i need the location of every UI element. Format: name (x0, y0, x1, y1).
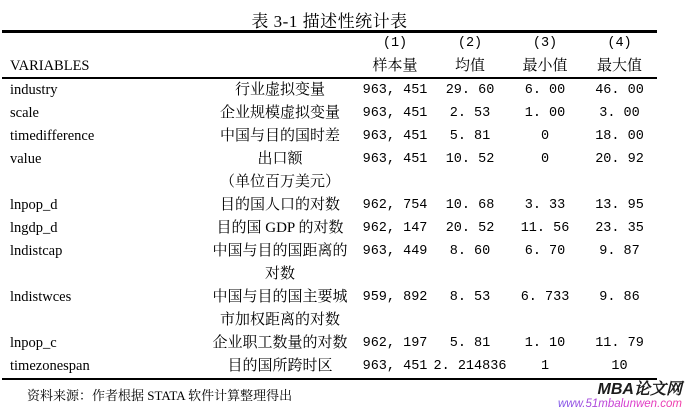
variable-description-line: 中国与目的国距离的 (212, 243, 348, 259)
variable-name: value (10, 151, 42, 167)
variable-description (152, 355, 358, 378)
min-cell: 6. 733 (520, 290, 570, 305)
variable-description-line: 市加权距离的对数 (219, 312, 340, 328)
min-cell: 1 (540, 359, 550, 374)
min-cell: 3. 33 (524, 198, 566, 213)
header-row-numbers (2, 33, 657, 55)
table-row (2, 79, 657, 102)
min-cell: 1. 10 (524, 336, 566, 351)
table-title: 表 3-1 描述性统计表 (251, 12, 408, 31)
variable-name: scale (10, 105, 39, 121)
col-number-3: (3) (532, 36, 558, 51)
sample-size-cell: 962, 754 (362, 198, 428, 213)
max-cell: 46. 00 (595, 83, 644, 98)
variable-description (152, 332, 358, 355)
max-cell: 9. 87 (599, 244, 640, 259)
mean-cell: 20. 52 (445, 221, 495, 236)
variable-description-line: 目的国所跨时区 (227, 358, 333, 374)
min-cell: 6. 00 (524, 83, 566, 98)
header-spacer (152, 33, 358, 34)
table-row (2, 148, 657, 194)
variable-description-line: 出口额 (257, 151, 303, 167)
variable-description-line: 行业虚拟变量 (234, 82, 325, 98)
variable-name: timezonespan (10, 358, 90, 374)
variable-description (152, 148, 358, 194)
table-row (2, 102, 657, 125)
table-row (2, 125, 657, 148)
max-cell: 13. 95 (595, 198, 644, 213)
table-row (2, 240, 657, 286)
sample-size-cell: 959, 892 (362, 290, 428, 305)
table-row (2, 286, 657, 332)
header-spacer (2, 33, 152, 34)
table-row (2, 355, 657, 378)
min-cell: 11. 56 (520, 221, 570, 236)
variable-description (152, 194, 358, 217)
variable-description-line: 目的国人口的对数 (219, 197, 340, 213)
min-cell: 6. 70 (524, 244, 566, 259)
sample-size-cell: 963, 451 (362, 359, 428, 374)
table-body (2, 79, 657, 380)
variable-name: timedifference (10, 128, 95, 144)
variable-name: lndistwces (10, 289, 72, 305)
mean-cell: 8. 53 (449, 290, 491, 305)
min-cell: 0 (540, 129, 550, 144)
sample-size-cell: 963, 451 (362, 106, 428, 121)
mean-cell: 8. 60 (449, 244, 491, 259)
variable-description (152, 125, 358, 148)
max-cell: 10 (611, 359, 628, 374)
variable-name: lnpop_c (10, 335, 57, 351)
variables-header: VARIABLES (10, 58, 90, 74)
variable-description-line: 企业规模虚拟变量 (219, 105, 340, 121)
table-header (2, 33, 657, 79)
variable-description-line: 中国与目的国时差 (219, 128, 340, 144)
max-cell: 23. 35 (595, 221, 644, 236)
watermark-brand: MBA论文网 (597, 381, 682, 398)
mean-cell: 29. 60 (445, 83, 495, 98)
sample-size-cell: 963, 451 (362, 152, 428, 167)
source-note: 资料来源：作者根据 STATA 软件计算整理得出 (27, 388, 293, 403)
max-cell: 18. 00 (595, 129, 644, 144)
variable-description-line: （单位百万美元） (219, 174, 340, 190)
mean-cell: 2. 214836 (433, 359, 507, 374)
header-spacer (152, 55, 358, 56)
variable-description (152, 286, 358, 332)
variable-description-line: 对数 (264, 266, 295, 282)
col-label-sample-size: 样本量 (372, 58, 418, 74)
col-number-4: (4) (607, 36, 632, 51)
variable-name: lnpop_d (10, 197, 58, 213)
col-number-2: (2) (457, 36, 483, 51)
mean-cell: 2. 53 (449, 106, 491, 121)
col-label-mean: 均值 (454, 58, 485, 74)
mean-cell: 10. 68 (445, 198, 495, 213)
variable-name: lndistcap (10, 243, 63, 259)
max-cell: 9. 86 (599, 290, 640, 305)
col-label-min: 最小值 (522, 58, 568, 74)
sample-size-cell: 963, 451 (362, 83, 428, 98)
watermark-url: www.51mbalunwen.com (557, 398, 682, 410)
variable-description-line: 中国与目的国主要城 (212, 289, 348, 305)
variable-name: lngdp_d (10, 220, 58, 236)
table-row (2, 332, 657, 355)
variable-description-line: 目的国 GDP 的对数 (216, 220, 344, 236)
table-row (2, 217, 657, 240)
sample-size-cell: 963, 449 (362, 244, 428, 259)
max-cell: 11. 79 (595, 336, 644, 351)
variable-description-line: 企业职工数量的对数 (212, 335, 348, 351)
variable-description (152, 240, 358, 286)
sample-size-cell: 962, 197 (362, 336, 428, 351)
watermark (558, 381, 682, 411)
descriptive-stats-table (2, 30, 657, 380)
max-cell: 20. 92 (595, 152, 644, 167)
table-row (2, 194, 657, 217)
variable-description (152, 217, 358, 240)
min-cell: 0 (540, 152, 550, 167)
max-cell: 3. 00 (599, 106, 640, 121)
min-cell: 1. 00 (524, 106, 566, 121)
mean-cell: 10. 52 (445, 152, 495, 167)
col-number-1: (1) (382, 36, 408, 51)
header-row-labels (2, 55, 657, 77)
sample-size-cell: 963, 451 (362, 129, 428, 144)
mean-cell: 5. 81 (449, 129, 491, 144)
mean-cell: 5. 81 (449, 336, 491, 351)
col-label-max: 最大值 (596, 58, 642, 74)
sample-size-cell: 962, 147 (362, 221, 428, 236)
variable-description (152, 79, 358, 102)
variable-name: industry (10, 82, 58, 98)
variable-description (152, 102, 358, 125)
